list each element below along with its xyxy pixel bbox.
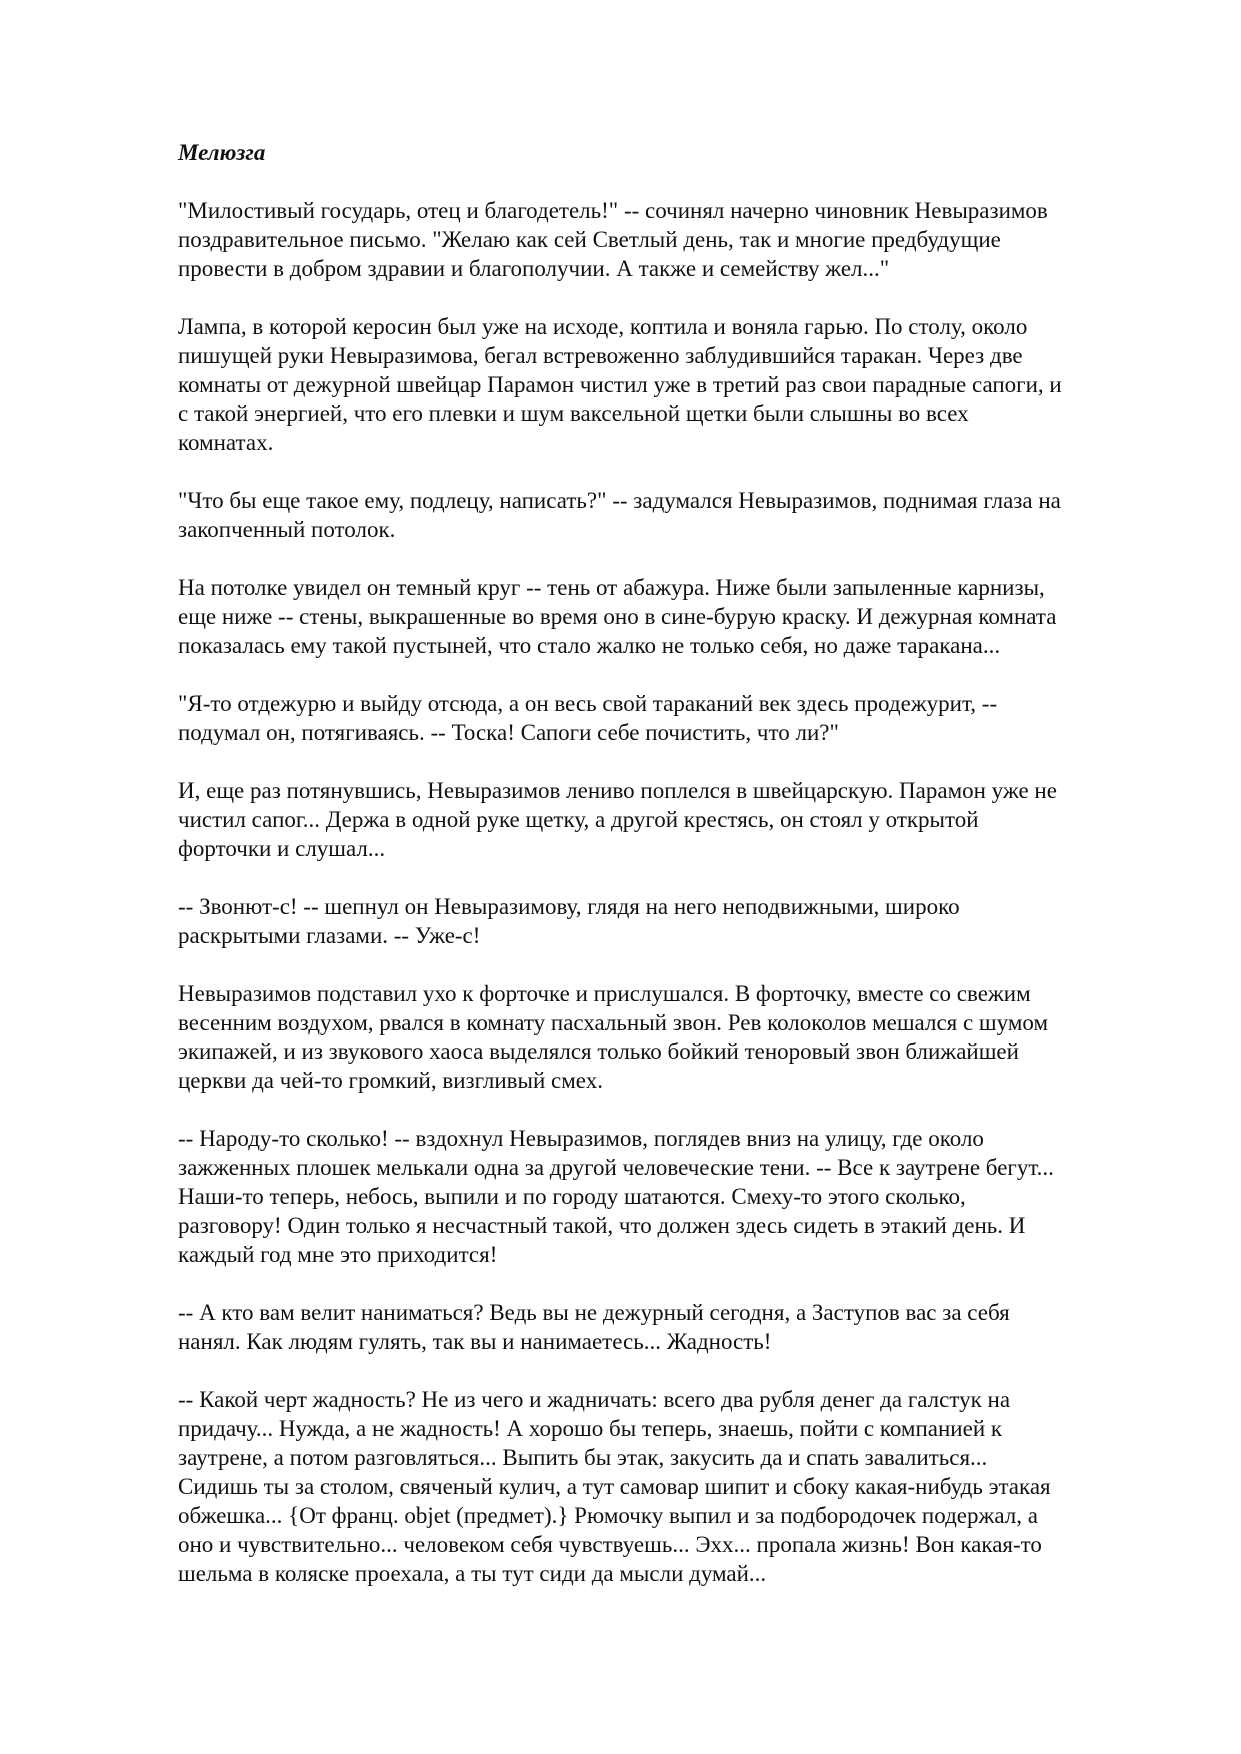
text-line: Сидишь ты за столом, свяченый кулич, а тут самовар шипит и сбоку какая-нибудь этакая — [178, 1474, 1051, 1499]
paragraph — [178, 689, 1158, 747]
text-line: -- А кто вам велит наниматься? Ведь вы не дежурный сегодня, а Заступов вас за себя — [178, 1300, 1010, 1325]
text-line: с такой энергией, что его плевки и шум ваксельной щетки были слышны во всех — [178, 401, 969, 426]
text-line: "Милостивый государь, отец и благодетель!" -- сочинял начерно чиновник Невыразимов — [178, 198, 1048, 223]
text-line: церкви да чей-то громкий, визгливый смех. — [178, 1068, 603, 1093]
paragraph — [178, 196, 1158, 283]
text-line: закопченный потолок. — [178, 517, 396, 542]
text-line: экипажей, и из звукового хаоса выделялся только бойкий теноровый звон ближайшей — [178, 1039, 1019, 1064]
text-line: Наши-то теперь, небось, выпили и по городу шатаются. Смеху-то этого сколько, — [178, 1184, 966, 1209]
text-line: подумал он, потягиваясь. -- Тоска! Сапоги себе почистить, что ли?" — [178, 720, 839, 745]
paragraph — [178, 312, 1158, 457]
text-line: И, еще раз потянувшись, Невыразимов лениво поплелся в швейцарскую. Парамон уже не — [178, 778, 1057, 803]
document-page — [178, 138, 1158, 1617]
text-line: форточки и слушал... — [178, 836, 386, 861]
text-line: зажженных плошек мелькали одна за другой человеческие тени. -- Все к заутрене бегут... — [178, 1155, 1054, 1180]
text-line: пишущей руки Невыразимова, бегал встревоженно заблудившийся таракан. Через две — [178, 343, 1023, 368]
text-line: каждый год мне это приходится! — [178, 1242, 498, 1267]
text-line: -- Народу-то сколько! -- вздохнул Невыразимов, поглядев вниз на улицу, где около — [178, 1126, 984, 1151]
document-body — [178, 196, 1158, 1588]
paragraph — [178, 979, 1158, 1095]
text-line: "Я-то отдежурю и выйду отсюда, а он весь свой тараканий век здесь продежурит, -- — [178, 691, 998, 716]
text-line: весенним воздухом, рвался в комнату пасхальный звон. Рев колоколов мешался с шумом — [178, 1010, 1049, 1035]
text-line: раскрытыми глазами. -- Уже-с! — [178, 923, 481, 948]
text-line: комнаты от дежурной швейцар Парамон чистил уже в третий раз свои парадные сапоги, и — [178, 372, 1062, 397]
text-line: поздравительное письмо. "Желаю как сей Светлый день, так и многие предбудущие — [178, 227, 1001, 252]
text-line: На потолке увидел он темный круг -- тень от абажура. Ниже были запыленные карнизы, — [178, 575, 1045, 600]
text-line: -- Звонют-с! -- шепнул он Невыразимову, глядя на него неподвижными, широко — [178, 894, 960, 919]
paragraph — [178, 1385, 1158, 1588]
text-line: придачу... Нужда, а не жадность! А хорошо бы теперь, знаешь, пойти с компанией к — [178, 1416, 1003, 1441]
paragraph — [178, 1124, 1158, 1269]
text-line: разговору! Один только я несчастный такой, что должен здесь сидеть в этакий день. И — [178, 1213, 1026, 1238]
text-line: нанял. Как людям гулять, так вы и нанимаетесь... Жадность! — [178, 1329, 772, 1354]
text-line: еще ниже -- стены, выкрашенные во время оно в сине-бурую краску. И дежурная комната — [178, 604, 1057, 629]
text-line: заутрене, а потом разговляться... Выпить бы этак, закусить да и спать завалиться... — [178, 1445, 988, 1470]
paragraph — [178, 776, 1158, 863]
text-line: Невыразимов подставил ухо к форточке и прислушался. В форточку, вместе со свежим — [178, 981, 1031, 1006]
document-title: Мелюзга — [178, 140, 266, 165]
paragraph — [178, 573, 1158, 660]
text-line: чистил сапог... Держа в одной руке щетку, а другой крестясь, он стоял у открытой — [178, 807, 979, 832]
text-line: -- Какой черт жадность? Не из чего и жадничать: всего два рубля денег да галстук на — [178, 1387, 1011, 1412]
text-line: Лампа, в которой керосин был уже на исходе, коптила и воняла гарью. По столу, около — [178, 314, 1028, 339]
text-line: обжешка... {От франц. objet (предмет).} Рюмочку выпил и за подбородочек подержал, а — [178, 1503, 1038, 1528]
text-line: провести в добром здравии и благополучии. А также и семейству жел..." — [178, 256, 890, 281]
text-line: оно и чувствительно... человеком себя чувствуешь... Эхх... пропала жизнь! Вон какая-то — [178, 1532, 1042, 1557]
text-line: "Что бы еще такое ему, подлецу, написать?" -- задумался Невыразимов, поднимая глаза на — [178, 488, 1061, 513]
text-line: комнатах. — [178, 430, 274, 455]
text-line: показалась ему такой пустыней, что стало жалко не только себя, но даже таракана... — [178, 633, 1001, 658]
paragraph — [178, 892, 1158, 950]
paragraph — [178, 1298, 1158, 1356]
text-line: шельма в коляске проехала, а ты тут сиди да мысли думай... — [178, 1561, 767, 1586]
paragraph — [178, 486, 1158, 544]
